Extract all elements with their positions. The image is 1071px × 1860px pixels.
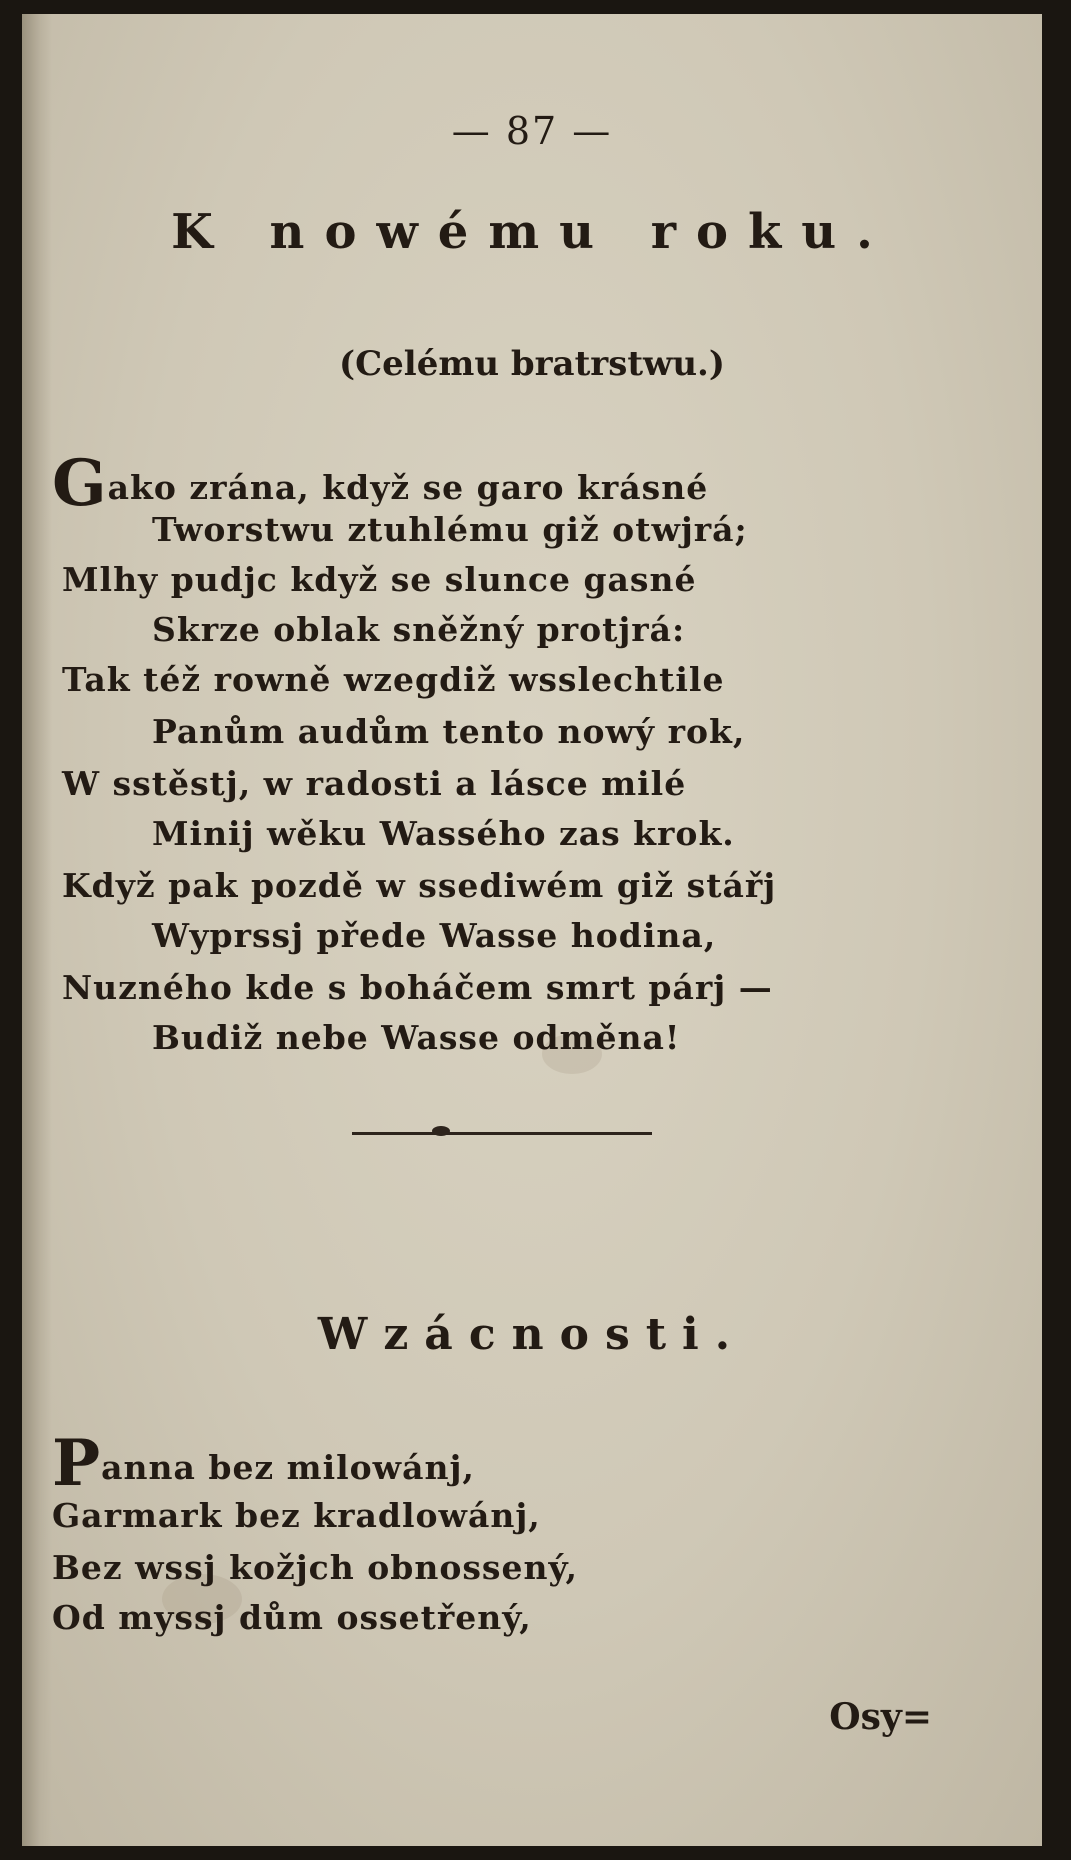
verse-line: Tak též rowně wzegdiž wsslechtile [62,660,725,699]
verse-line: Od myssj dům ossetřený, [52,1598,532,1637]
book-page [22,14,1042,1846]
catchword: Osy= [829,1696,932,1738]
drop-cap: G [52,446,108,521]
verse-line: Nuzného kde s boháčem smrt párj — [62,968,773,1007]
page-gutter [22,14,52,1846]
verse-line: Bez wssj kožjch obnossený, [52,1548,578,1587]
verse-line: Garmark bez kradlowánj, [52,1496,541,1535]
drop-cap: P [52,1426,102,1501]
verse-line: Minij wěku Wassého zas krok. [152,814,735,853]
poem-title: K nowému roku. [171,204,893,260]
page-number: — 87 — [451,109,613,153]
verse-line: Panům audům tento nowý rok, [152,712,746,751]
verse-line: Mlhy pudjc když se slunce gasné [62,560,697,599]
verse-line: Panna bez milowánj, [52,1426,475,1501]
verse-line: Když pak pozdě w ssediwém giž stářj [62,866,777,905]
divider-ornament [432,1126,450,1136]
section-divider [352,1132,652,1135]
verse-line: Wyprssj přede Wasse hodina, [152,916,717,955]
verse-line: Skrze oblak sněžný protjrá: [152,610,686,649]
verse-line: Tworstwu ztuhlému giž otwjrá; [152,510,748,549]
verse-line: W sstěstj, w radosti a lásce milé [62,764,687,803]
verse-line: Gako zrána, když se garo krásné [52,446,709,521]
poem-title: Wzácnosti. [317,1309,747,1360]
verse-line: Budiž nebe Wasse odměna! [152,1018,681,1057]
poem-subtitle: (Celému bratrstwu.) [339,344,725,384]
